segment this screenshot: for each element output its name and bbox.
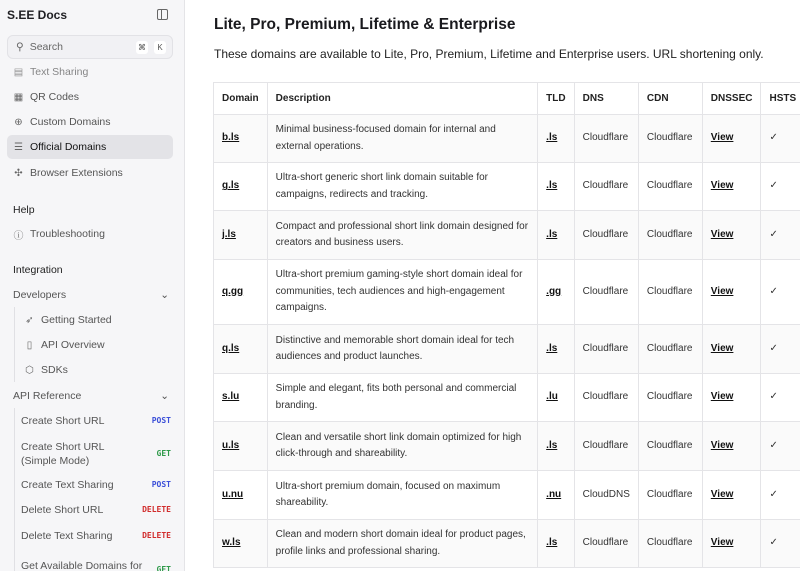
dnssec-link[interactable]: View: [710, 391, 734, 403]
kbd-cmd: ⌘: [138, 43, 146, 52]
description-cell: [267, 520, 538, 568]
domain-cell: [214, 115, 268, 163]
question-circle-icon: ⓘ: [13, 230, 24, 242]
chevron-down-icon: ⌄: [160, 390, 169, 402]
hsts-check: ✓: [769, 391, 778, 403]
dns-cell: [574, 115, 638, 163]
dns: CloudDNS: [582, 488, 630, 500]
sidebar-toggle-icon[interactable]: [157, 9, 168, 20]
cdn-cell: [638, 471, 702, 520]
search-icon: ⚲: [16, 41, 24, 53]
hsts-check-cell: [761, 260, 800, 325]
dnssec-link[interactable]: View: [710, 132, 734, 144]
section-integration: Integration: [13, 264, 63, 276]
dns-cell: [574, 260, 638, 325]
label: Delete Text Sharing: [21, 530, 113, 542]
cdn-cell: [638, 374, 702, 422]
domain-link[interactable]: u.ls: [222, 439, 240, 451]
sidebar-item-api-overview[interactable]: [18, 333, 168, 357]
api-item-delete-text-sharing[interactable]: [21, 529, 171, 543]
dnssec-link[interactable]: View: [710, 228, 734, 240]
tld-cell: [538, 422, 574, 471]
dnssec-cell: [702, 260, 761, 325]
api-item-create-short-url[interactable]: [21, 414, 171, 428]
tld-cell: [538, 325, 574, 374]
dns-cell: [574, 211, 638, 260]
dnssec-link[interactable]: View: [710, 180, 734, 192]
dnssec-link[interactable]: View: [710, 439, 734, 451]
cdn-cell: [638, 325, 702, 374]
domain-link[interactable]: s.lu: [222, 391, 240, 403]
dns: Cloudflare: [582, 180, 629, 192]
dnssec-link[interactable]: View: [710, 537, 734, 549]
table-row: [214, 260, 800, 325]
domain-cell: [214, 422, 268, 471]
domain-link[interactable]: j.ls: [222, 228, 236, 240]
globe-icon: ⊕: [14, 116, 23, 128]
description: Clean and modern short domain ideal for product pages, profile links and professional sharing.: [275, 529, 526, 557]
group-api-reference[interactable]: [13, 390, 169, 402]
hsts-check-cell: [761, 115, 800, 163]
label: Text Sharing: [30, 66, 89, 78]
column-header: Description: [267, 83, 538, 115]
brand-title: S.EE Docs: [7, 8, 68, 22]
domain-cell: [214, 211, 268, 260]
divider: [14, 307, 15, 382]
cdn-cell: [638, 520, 702, 568]
tld-cell: [538, 115, 574, 163]
page-title: Lite, Pro, Premium, Lifetime & Enterprise: [214, 16, 516, 33]
label: Custom Domains: [30, 116, 111, 128]
sidebar-item-troubleshooting[interactable]: [7, 222, 173, 246]
sidebar-item-custom-domains[interactable]: [7, 110, 173, 134]
description: Compact and professional short link domain designed for creators and business users.: [275, 220, 529, 248]
rocket-icon: ➶: [25, 314, 34, 326]
cdn-cell: [638, 211, 702, 260]
api-item-create-text-sharing[interactable]: [21, 478, 171, 492]
dns-cell: [574, 471, 638, 520]
sidebar-item-text-sharing[interactable]: [7, 60, 173, 84]
group-developers[interactable]: [13, 289, 169, 301]
hsts-check-cell: [761, 471, 800, 520]
box-icon: ⬡: [25, 364, 34, 376]
cdn: Cloudflare: [646, 228, 693, 240]
document-icon: ▤: [13, 66, 24, 78]
search-input[interactable]: [7, 35, 173, 59]
hsts-check-cell: [761, 325, 800, 374]
dns: Cloudflare: [582, 342, 629, 354]
search-placeholder: Search: [29, 41, 63, 53]
description-cell: [267, 260, 538, 325]
table-row: [214, 211, 800, 260]
tld-cell: [538, 520, 574, 568]
domain-link[interactable]: q.gg: [222, 285, 244, 297]
table-row: [214, 520, 800, 568]
domain-cell: [214, 325, 268, 374]
table-row: [214, 163, 800, 211]
hsts-check: ✓: [769, 342, 778, 354]
tld-link[interactable]: .gg: [546, 285, 562, 297]
dns: Cloudflare: [582, 285, 629, 297]
sidebar-item-browser-extensions[interactable]: [7, 161, 173, 185]
sidebar-item-getting-started[interactable]: [18, 308, 168, 332]
dnssec-link[interactable]: View: [710, 488, 734, 500]
domain-cell: [214, 163, 268, 211]
domain-link[interactable]: b.ls: [222, 132, 240, 144]
column-header: TLD: [538, 83, 574, 115]
description-cell: [267, 422, 538, 471]
tld-link[interactable]: .ls: [546, 439, 558, 451]
dns-cell: [574, 374, 638, 422]
label: API Reference: [13, 390, 82, 402]
sidebar-item-sdks[interactable]: [18, 358, 168, 382]
dnssec-cell: [702, 520, 761, 568]
domain-link[interactable]: g.ls: [222, 180, 240, 192]
hsts-check-cell: [761, 520, 800, 568]
description: Ultra-short generic short link domain suitable for campaigns, redirects and tracking.: [275, 172, 488, 200]
dns: Cloudflare: [582, 132, 629, 144]
label: Get Available Domains for: [21, 560, 143, 571]
label: API Overview: [41, 339, 105, 351]
domain-link[interactable]: w.ls: [222, 537, 241, 549]
qr-code-icon: ▦: [13, 91, 24, 103]
method-badge: GET: [156, 449, 171, 458]
description: Minimal business-focused domain for internal and external operations.: [275, 124, 496, 152]
tld-link[interactable]: .ls: [546, 342, 558, 354]
dns: Cloudflare: [582, 439, 629, 451]
domain-cell: [214, 471, 268, 520]
cdn-cell: [638, 260, 702, 325]
hsts-check: ✓: [769, 228, 778, 240]
tld-cell: [538, 260, 574, 325]
tld-link[interactable]: .ls: [546, 180, 558, 192]
method-badge: DELETE: [142, 531, 171, 540]
cdn-cell: [638, 422, 702, 471]
label: Browser Extensions: [30, 167, 123, 179]
hsts-check: ✓: [769, 180, 778, 192]
dns: Cloudflare: [582, 537, 629, 549]
description: Clean and versatile short link domain optimized for high click-through and shareability.: [275, 431, 522, 459]
cdn: Cloudflare: [646, 342, 693, 354]
book-icon: ▯: [26, 339, 33, 351]
dnssec-link[interactable]: View: [710, 285, 734, 297]
kbd-k: K: [154, 41, 166, 54]
api-item-get-available-domains[interactable]: [21, 555, 171, 571]
label: Official Domains: [30, 141, 107, 153]
dnssec-cell: [702, 115, 761, 163]
cdn-cell: [638, 115, 702, 163]
sidebar-item-official-domains[interactable]: [7, 135, 173, 159]
dns: Cloudflare: [582, 228, 629, 240]
dnssec-cell: [702, 374, 761, 422]
description: Ultra-short premium domain, focused on maximum shareability.: [275, 480, 501, 508]
cdn: Cloudflare: [646, 132, 693, 144]
label: Create Text Sharing: [21, 479, 114, 491]
method-badge: DELETE: [142, 505, 171, 514]
hsts-check: ✓: [769, 132, 778, 144]
tld-link[interactable]: .ls: [546, 132, 558, 144]
domains-table: [213, 82, 800, 568]
cdn: Cloudflare: [646, 391, 693, 403]
label: Troubleshooting: [30, 228, 105, 240]
column-header: CDN: [638, 83, 702, 115]
divider: [14, 408, 15, 571]
method-badge: POST: [151, 416, 171, 425]
domain-cell: [214, 520, 268, 568]
description-cell: [267, 163, 538, 211]
label: QR Codes: [30, 91, 80, 103]
dns-cell: [574, 163, 638, 211]
description-cell: [267, 374, 538, 422]
column-header: HSTS: [761, 83, 800, 115]
tld-link[interactable]: .ls: [546, 537, 558, 549]
hsts-check-cell: [761, 163, 800, 211]
hsts-check: ✓: [769, 439, 778, 451]
method-badge: GET: [156, 565, 171, 571]
table-row: [214, 325, 800, 374]
hsts-check-cell: [761, 374, 800, 422]
table-row: [214, 422, 800, 471]
description-cell: [267, 211, 538, 260]
intro-text: These domains are available to Lite, Pro, Premium, Lifetime and Enterprise users. URL shortening only.: [214, 47, 764, 61]
table-row: [214, 115, 800, 163]
domain-cell: [214, 260, 268, 325]
domain-cell: [214, 374, 268, 422]
column-header: DNS: [574, 83, 638, 115]
dnssec-cell: [702, 163, 761, 211]
tld-cell: [538, 374, 574, 422]
hsts-check: ✓: [769, 285, 778, 297]
server-icon: ☰: [14, 141, 23, 153]
dnssec-cell: [702, 211, 761, 260]
api-item-delete-short-url[interactable]: [21, 503, 171, 517]
api-item-create-short-url-simple[interactable]: [21, 440, 171, 468]
puzzle-icon: ✣: [14, 167, 23, 179]
section-help: Help: [13, 204, 35, 216]
cdn-cell: [638, 163, 702, 211]
tld-cell: [538, 163, 574, 211]
tld-cell: [538, 211, 574, 260]
domain-link[interactable]: q.ls: [222, 342, 240, 354]
label: Create Short URL: [21, 415, 105, 427]
description: Ultra-short premium gaming-style short domain ideal for communities, tech audiences and high-engagement campaigns.: [275, 269, 523, 314]
dnssec-cell: [702, 422, 761, 471]
dnssec-cell: [702, 471, 761, 520]
description: Distinctive and memorable short domain ideal for tech audiences and product launches.: [275, 334, 515, 362]
dns-cell: [574, 422, 638, 471]
column-header: DNSSEC: [702, 83, 761, 115]
label: Delete Short URL: [21, 504, 104, 516]
sidebar: [0, 0, 185, 571]
label: SDKs: [41, 364, 68, 376]
dns: Cloudflare: [582, 391, 629, 403]
tld-link[interactable]: .lu: [546, 391, 558, 403]
hsts-check-cell: [761, 422, 800, 471]
hsts-check-cell: [761, 211, 800, 260]
cdn: Cloudflare: [646, 439, 693, 451]
tld-link[interactable]: .ls: [546, 228, 558, 240]
table-row: [214, 374, 800, 422]
cdn: Cloudflare: [646, 180, 693, 192]
domain-link[interactable]: u.nu: [222, 488, 244, 500]
cdn: Cloudflare: [646, 285, 693, 297]
main-content: [186, 0, 800, 571]
dns-cell: [574, 520, 638, 568]
table-row: [214, 471, 800, 520]
description-cell: [267, 325, 538, 374]
dns-cell: [574, 325, 638, 374]
sidebar-item-qr-codes[interactable]: [7, 85, 173, 109]
tld-link[interactable]: .nu: [546, 488, 562, 500]
cdn: Cloudflare: [646, 537, 693, 549]
description-cell: [267, 115, 538, 163]
hsts-check: ✓: [769, 537, 778, 549]
label: Developers: [13, 289, 67, 301]
dnssec-link[interactable]: View: [710, 342, 734, 354]
dnssec-cell: [702, 325, 761, 374]
label: Getting Started: [41, 314, 112, 326]
cdn: Cloudflare: [646, 488, 693, 500]
description: Simple and elegant, fits both personal and commercial branding.: [275, 383, 517, 411]
label: Create Short URL (Simple Mode): [21, 441, 105, 467]
method-badge: POST: [151, 480, 171, 489]
chevron-down-icon: ⌄: [160, 289, 169, 301]
hsts-check: ✓: [769, 488, 778, 500]
description-cell: [267, 471, 538, 520]
column-header: Domain: [214, 83, 268, 115]
tld-cell: [538, 471, 574, 520]
